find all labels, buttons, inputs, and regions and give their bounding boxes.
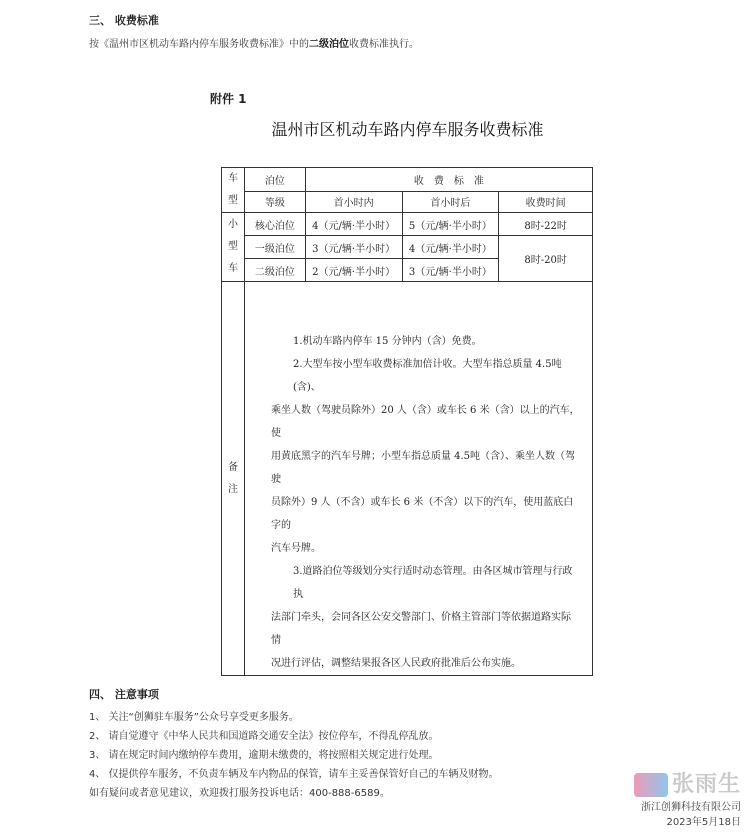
note-line: 况进行评估，调整结果报各区人民政府批准后公布实施。 bbox=[270, 658, 521, 669]
notice-item-1: 1、 关注“创狮驻车服务”公众号享受更多服务。 bbox=[89, 712, 299, 723]
contact-line: 如有疑问或者意见建议，欢迎拨打服务投诉电话：400-888-6589。 bbox=[89, 788, 390, 799]
notice-item-4: 4、 仅提供停车服务，不负责车辆及车内物品的保管，请车主妥善保管好自己的车辆及财物。 bbox=[89, 769, 499, 780]
row-core-time: 8时-22时 bbox=[499, 213, 593, 236]
notice-item-2: 2、 请自觉遵守《中华人民共和国道路交通安全法》按位停车，不得乱停乱放。 bbox=[89, 731, 439, 742]
small-car-3: 车 bbox=[227, 263, 238, 274]
header-after-first: 首小时后 bbox=[402, 191, 499, 212]
notes-label-2: 注 bbox=[227, 483, 238, 495]
row-level1-first: 3（元/辆·半小时） bbox=[305, 236, 402, 259]
section4-title: 四、 注意事项 bbox=[89, 688, 159, 701]
row-level2-after: 3（元/辆·半小时） bbox=[402, 259, 499, 282]
notes-content bbox=[244, 282, 592, 676]
row-core-after: 5（元/辆·半小时） bbox=[402, 213, 499, 236]
fee-table bbox=[221, 167, 593, 676]
header-first-hour: 首小时内 bbox=[305, 191, 402, 212]
section3-title: 三、 收费标准 bbox=[89, 14, 159, 27]
row-level1-after: 4（元/辆·半小时） bbox=[402, 236, 499, 259]
notes-label-1: 备 bbox=[227, 461, 238, 473]
note-line: 3.道路泊位等级划分实行适时动态管理。由各区城市管理与行政执 bbox=[292, 566, 573, 600]
small-car-label bbox=[222, 213, 245, 282]
notes-label bbox=[222, 282, 245, 676]
note-line: 1.机动车路内停车 15 分钟内（含）免费。 bbox=[292, 336, 482, 347]
row-level12-time: 8时-20时 bbox=[499, 236, 593, 282]
header-car-type-2: 型 bbox=[227, 195, 238, 206]
note-line: 乘坐人数（驾驶员除外）20 人（含）或车长 6 米（含）以上的汽车，使 bbox=[270, 405, 580, 439]
header-berth-2: 等级 bbox=[244, 191, 305, 212]
note-line: 汽车号牌。 bbox=[270, 543, 321, 554]
header-car-type-1: 车 bbox=[227, 173, 238, 184]
row-level1-level: 一级泊位 bbox=[244, 236, 305, 259]
section3-desc-bold: 二级泊位 bbox=[309, 39, 349, 50]
row-core-first: 4（元/辆·半小时） bbox=[305, 213, 402, 236]
watermark-date: 2023年5月18日 bbox=[666, 817, 741, 828]
note-line: 2.大型车按小型车收费标准加倍计收。大型车指总质量 4.5吨(含)、 bbox=[292, 359, 562, 393]
attachment-label: 附件 1 bbox=[210, 92, 247, 106]
section3-desc-suffix: 收费标准执行。 bbox=[349, 39, 419, 50]
watermark-logo-icon bbox=[634, 773, 668, 797]
watermark-logo-text: 张雨生 bbox=[671, 772, 741, 797]
header-car-type bbox=[222, 168, 245, 213]
row-level2-level: 二级泊位 bbox=[244, 259, 305, 282]
watermark-org: 浙江创狮科技有限公司 bbox=[641, 802, 741, 813]
watermark-logo bbox=[634, 767, 741, 798]
small-car-2: 型 bbox=[227, 241, 238, 252]
small-car-1: 小 bbox=[227, 219, 238, 230]
note-line: 法部门牵头，会同各区公安交警部门、价格主管部门等依据道路实际情 bbox=[270, 612, 571, 646]
watermark bbox=[634, 767, 741, 828]
note-line: 用黄底黑字的汽车号牌；小型车指总质量 4.5吨（含）、乘坐人数（驾驶 bbox=[270, 451, 576, 485]
row-core-level: 核心泊位 bbox=[244, 213, 305, 236]
note-line: 员除外）9 人（不含）或车长 6 米（不含）以下的汽车，使用蓝底白字的 bbox=[270, 497, 574, 531]
row-level2-first: 2（元/辆·半小时） bbox=[305, 259, 402, 282]
attachment-title: 温州市区机动车路内停车服务收费标准 bbox=[271, 120, 544, 139]
header-fee-group: 收 费 标 准 bbox=[305, 168, 592, 192]
header-berth-1: 泊位 bbox=[244, 168, 305, 192]
notice-item-3: 3、 请在规定时间内缴纳停车费用，逾期未缴费的，将按照相关规定进行处理。 bbox=[89, 750, 439, 761]
section3-desc-prefix: 按《温州市区机动车路内停车服务收费标准》中的 bbox=[89, 39, 309, 50]
header-time: 收费时间 bbox=[499, 191, 593, 212]
section3-desc bbox=[89, 35, 419, 50]
